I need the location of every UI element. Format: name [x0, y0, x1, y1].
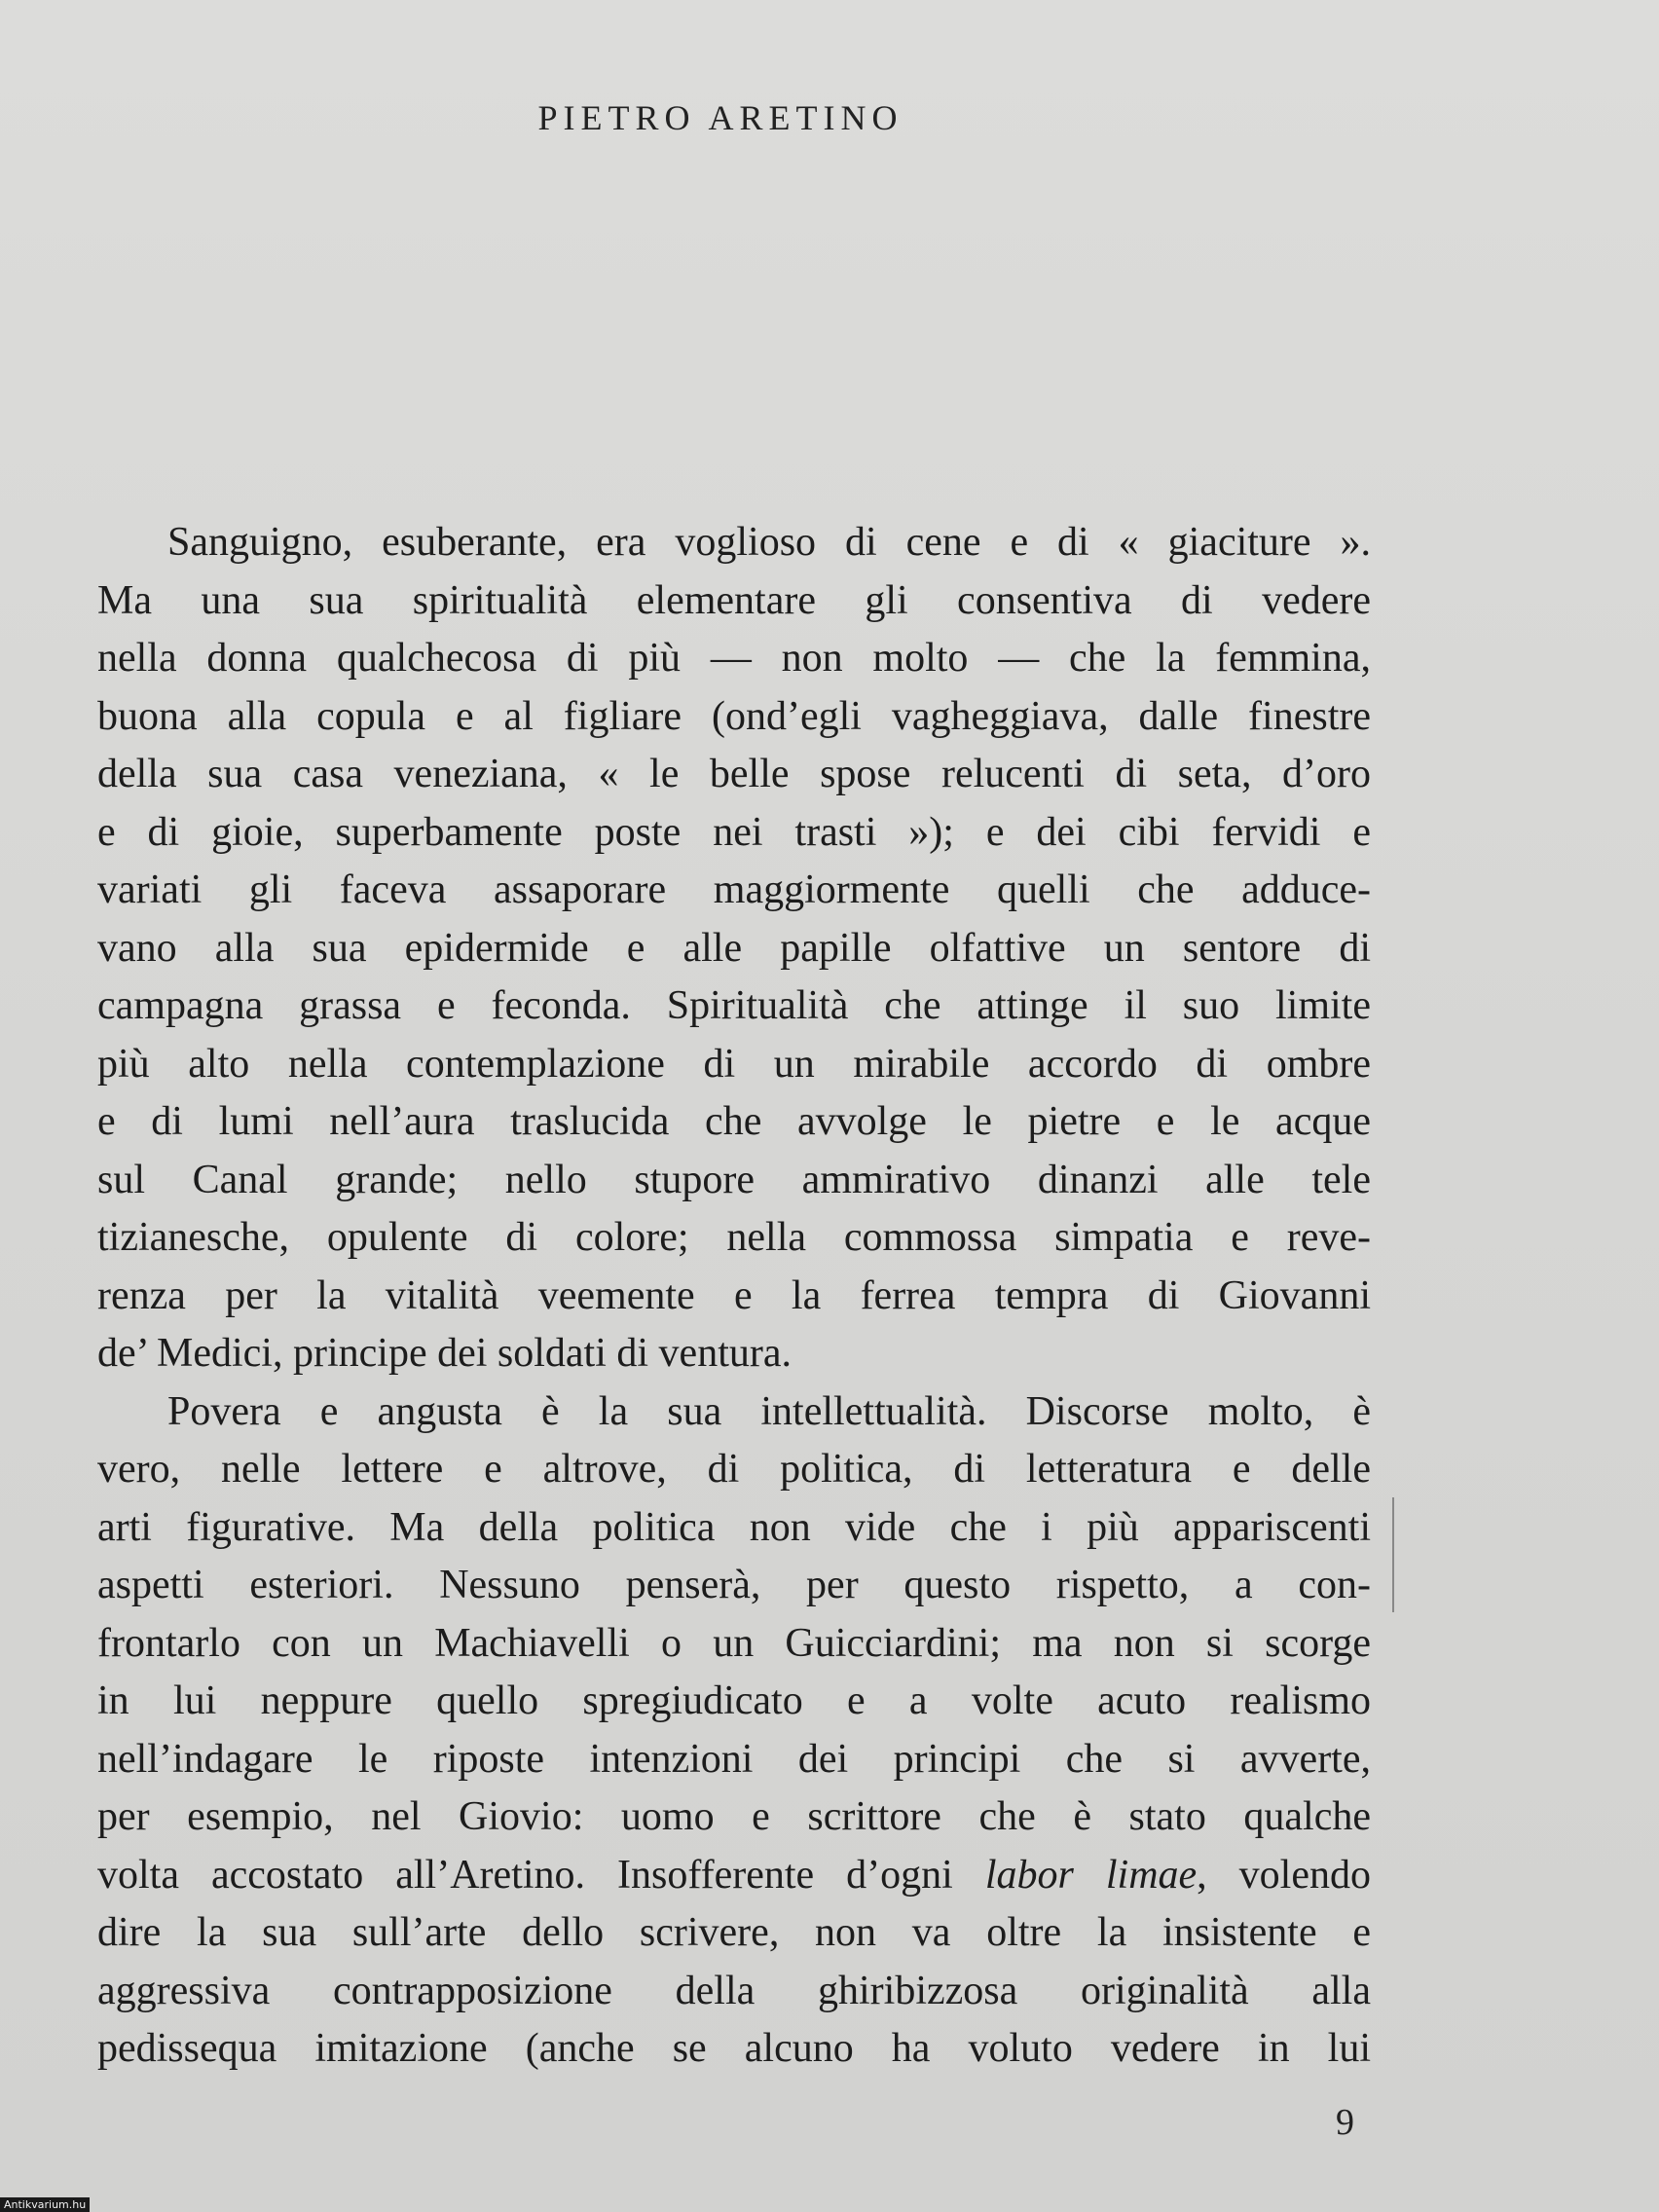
text-line: Sanguigno, esuberante, era voglioso di cene e di « giaciture ». [167, 520, 1371, 565]
text-line: campagna grassa e feconda. Spiritualità che attinge il suo limite [97, 983, 1371, 1028]
text-line: e di lumi nell’aura traslucida che avvolge le pietre e le acque [97, 1099, 1371, 1144]
text-line: renza per la vitalità veemente e la ferrea tempra di Giovanni [97, 1272, 1371, 1318]
paragraph-2 [97, 1383, 1371, 2079]
text-line: frontarlo con un Machiavelli o un Guicciardini; ma non si scorge [97, 1620, 1371, 1666]
text-line: buona alla copula e al figliare (ond’egli vagheggiava, dalle finestre [97, 693, 1371, 739]
text-segment: volta accostato all’Aretino. Insofferente d’ogni [97, 1852, 985, 1898]
running-title: PIETRO ARETINO [537, 98, 903, 137]
text-line: de’ Medici, principe dei soldati di ventura. [97, 1331, 792, 1376]
text-line: più alto nella contemplazione di un mirabile accordo di ombre [97, 1041, 1371, 1087]
watermark: Antikvarium.hu [0, 2197, 90, 2212]
text-line: sul Canal grande; nello stupore ammirativo dinanzi alle tele [97, 1157, 1371, 1202]
text-line [97, 1847, 1371, 1905]
text-line: pedissequa imitazione (anche se alcuno ha voluto vedere in lui [97, 2026, 1371, 2071]
text-line: per esempio, nel Giovio: uomo e scrittore che è stato qualche [97, 1794, 1371, 1839]
text-line: e di gioie, superbamente poste nei trasti »); e dei cibi fervidi e [97, 809, 1371, 855]
paragraph-1 [97, 514, 1371, 1383]
text-line: variati gli faceva assaporare maggiormente quelli che adduce- [97, 867, 1371, 912]
text-line: nell’indagare le riposte intenzioni dei principi che si avverte, [97, 1736, 1371, 1782]
text-line: aspetti esteriori. Nessuno penserà, per questo rispetto, a con- [97, 1563, 1371, 1607]
text-line: tizianesche, opulente di colore; nella commossa simpatia e reve- [97, 1215, 1371, 1260]
text-line: Ma una sua spiritualità elementare gli consentiva di vedere [97, 577, 1371, 623]
text-line: dire la sua sull’arte dello scrivere, non va oltre la insistente e [97, 1910, 1371, 1955]
margin-pencil-mark [1392, 1497, 1394, 1612]
text-line: in lui neppure quello spregiudicato e a volte acuto realismo [97, 1678, 1371, 1723]
body-text [97, 514, 1371, 2079]
text-segment: , volendo [1197, 1852, 1371, 1898]
text-line: della sua casa veneziana, « le belle spose relucenti di seta, d’oro [97, 752, 1371, 796]
italic-phrase: labor limae [984, 1852, 1198, 1898]
page-number: 9 [1336, 2102, 1354, 2143]
text-line: aggressiva contrapposizione della ghiribizzosa originalità alla [97, 1968, 1371, 2013]
text-line: Povera e angusta è la sua intellettualità. Discorse molto, è [167, 1388, 1371, 1434]
text-line: vero, nelle lettere e altrove, di politica, di letteratura e delle [97, 1447, 1371, 1492]
text-line: arti figurative. Ma della politica non vide che i più appariscenti [97, 1504, 1371, 1550]
text-line: nella donna qualchecosa di più — non molto — che la femmina, [97, 636, 1371, 681]
text-line: vano alla sua epidermide e alle papille olfattive un sentore di [97, 925, 1371, 971]
